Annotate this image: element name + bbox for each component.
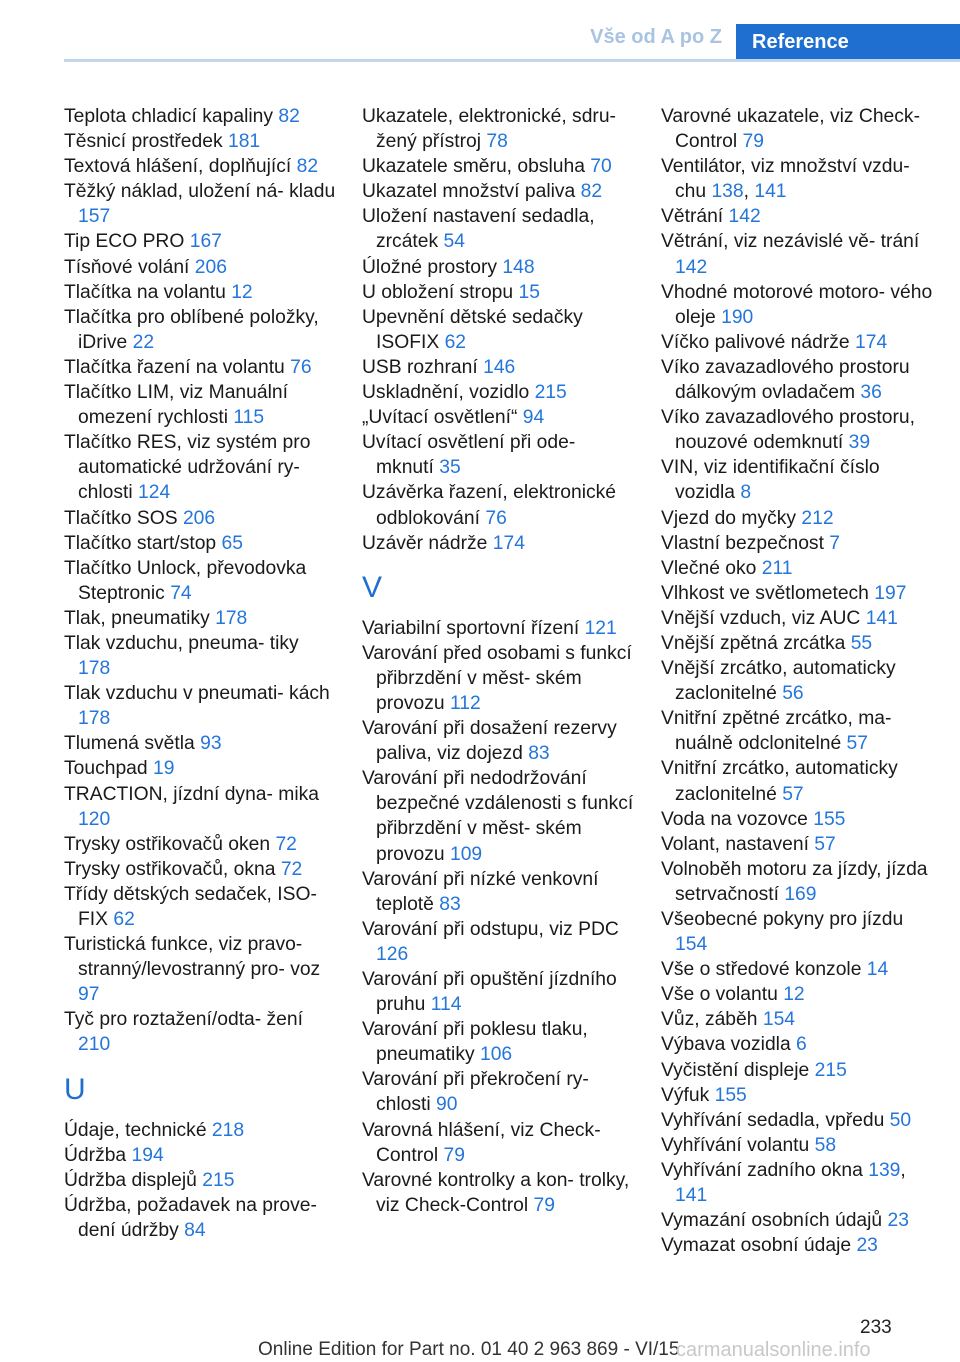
index-entry — [362, 204, 634, 254]
index-entry — [362, 616, 634, 641]
page-reference-link[interactable]: 146 — [483, 356, 516, 378]
index-entry-text: Vnější vzduch, viz AUC — [661, 607, 861, 629]
index-entry-text: Vše o volantu — [661, 984, 778, 1006]
index-entry — [64, 179, 336, 229]
page-reference-link[interactable]: 14 — [866, 959, 889, 981]
index-entry — [661, 1208, 933, 1233]
index-entry — [661, 631, 933, 656]
index-entry-text: Varování před osobami s funkcí přibrzdění v měst‐ ském provozu — [362, 642, 632, 714]
index-entry — [64, 104, 336, 129]
index-entry-text: Varovné ukazatele, viz Check- Control — [661, 106, 920, 153]
index-entry-text: Ukazatele, elektronické, sdru‐ žený přístroj — [362, 106, 616, 153]
page-reference-link[interactable]: 8 — [740, 482, 752, 504]
index-entry-text: Vnější zrcátko, automaticky zaclonitelné — [661, 658, 896, 705]
index-entry — [661, 405, 933, 455]
page-reference-link[interactable]: 82 — [580, 181, 603, 203]
header-section-title: Vše od A po Z — [590, 26, 722, 48]
page-reference-link[interactable]: 215 — [534, 382, 567, 404]
index-entry-text: Tip ECO PRO — [64, 231, 185, 253]
index-letter-heading: U — [64, 1072, 86, 1106]
index-entry-text: Ukazatele směru, obsluha — [362, 156, 585, 178]
index-entry-text: Vlečné oko — [661, 557, 757, 579]
index-entry-text: Uzávěrka řazení, elektronické odblokování — [362, 482, 616, 529]
index-entry — [661, 832, 933, 857]
index-entry-text: „Uvítací osvětlení“ — [362, 407, 518, 429]
index-entry-text: Víčko palivové nádrže — [661, 331, 850, 353]
page-reference-link[interactable]: 157 — [78, 206, 111, 228]
page-reference-link[interactable]: 65 — [221, 532, 243, 554]
index-entry — [362, 305, 634, 355]
index-letter-heading: V — [362, 570, 383, 604]
index-entry — [661, 330, 933, 355]
index-entry-text: Tlak vzduchu v pneumati‐ kách — [64, 683, 330, 705]
index-entry-text: Větrání, viz nezávislé vě‐ trání — [661, 231, 920, 253]
index-entry — [362, 380, 634, 405]
index-entry — [64, 355, 336, 380]
index-entry — [64, 1118, 336, 1143]
index-entry-text: Tlumená světla — [64, 733, 195, 755]
index-entry-text: Víko zavazadlového prostoru, nouzové odemknutí — [661, 407, 916, 454]
page-reference-link[interactable]: 78 — [486, 131, 508, 153]
index-entry-text: Ventilátor, viz množství vzdu‐ chu — [661, 156, 910, 203]
page-reference-link[interactable]: 97 — [78, 984, 100, 1006]
index-entry — [661, 556, 933, 581]
page-reference-link[interactable]: 90 — [436, 1094, 458, 1116]
index-entry — [362, 766, 634, 866]
index-entry-text: Uskladnění, vozidlo — [362, 382, 530, 404]
page-reference-link[interactable]: 19 — [152, 758, 175, 780]
page-reference-link[interactable]: 79 — [533, 1194, 555, 1216]
index-entry-text: Tyč pro roztažení/odta‐ žení — [64, 1009, 303, 1031]
index-entry-text: Těsnicí prostředek — [64, 131, 223, 153]
index-entry-text: Vůz, záběh — [661, 1009, 758, 1031]
page-reference-link[interactable]: 114 — [430, 994, 462, 1016]
index-entry — [362, 867, 634, 917]
page-reference-link[interactable]: 23 — [856, 1235, 878, 1257]
index-entry-text: Teplota chladicí kapaliny — [64, 106, 274, 127]
index-entry — [362, 430, 634, 480]
page-reference-link[interactable]: 178 — [78, 658, 111, 680]
index-entry — [64, 1143, 336, 1168]
index-entry — [64, 681, 336, 731]
index-entry — [64, 1007, 336, 1057]
index-entry-text: Variabilní sportovní řízení — [362, 617, 580, 639]
index-entry — [661, 506, 933, 531]
index-entry — [362, 280, 634, 305]
page-reference-link[interactable]: 211 — [761, 557, 793, 579]
index-entry — [661, 204, 933, 229]
index-entry: Ventilátor, viz množství vzdu‐ chu 138, 141 — [661, 156, 910, 203]
index-entry — [362, 531, 634, 556]
index-entry — [661, 1108, 933, 1133]
index-column-3 — [661, 104, 933, 1258]
index-entry — [661, 355, 933, 405]
index-entry — [661, 1133, 933, 1158]
page-reference-link[interactable]: 121 — [584, 617, 617, 639]
page-reference-link[interactable]: 141 — [865, 607, 898, 629]
page-reference-link[interactable]: 56 — [782, 683, 804, 705]
index-entry-text: Vnější zpětná zrcátka — [661, 632, 846, 654]
page-reference-link[interactable]: 206 — [194, 256, 227, 278]
index-entry — [362, 1067, 634, 1117]
page-reference-link[interactable]: 115 — [233, 407, 265, 429]
page-reference-link[interactable]: 142 — [728, 206, 761, 228]
page-reference-link[interactable]: 178 — [78, 708, 111, 730]
index-entry — [64, 280, 336, 305]
index-entry-text: Tlačítko Unlock, převodovka Steptronic — [64, 557, 307, 604]
page-reference-link[interactable]: 169 — [784, 883, 817, 905]
index-entry — [661, 907, 933, 957]
index-entry — [64, 932, 336, 1007]
page-reference-link[interactable]: 174 — [492, 532, 525, 554]
page-reference-link[interactable]: 141 — [754, 181, 787, 203]
index-entry-text: Vyhřívání sedadla, vpředu — [661, 1109, 885, 1131]
index-entry — [362, 1017, 634, 1067]
page-reference-link[interactable]: 57 — [846, 733, 868, 755]
index-entry — [64, 129, 336, 154]
page-reference-link[interactable]: 84 — [184, 1219, 206, 1241]
index-entry — [661, 1233, 933, 1258]
index-entry-text: Vlhkost ve světlometech — [661, 582, 869, 604]
index-entry-text: Varování při dosažení rezervy paliva, viz dojezd — [362, 718, 617, 765]
index-entry-text: Voda na vozovce — [661, 808, 808, 830]
index-entry-text: Tlak vzduchu, pneuma‐ tiky — [64, 632, 299, 654]
index-entry — [64, 857, 336, 882]
index-entry — [64, 556, 336, 606]
page-reference-link[interactable]: 155 — [813, 808, 846, 830]
index-entry-text: Vnitřní zpětné zrcátko, ma‐ nuálně odclonitelné — [661, 708, 892, 755]
index-entry-text: Uzávěr nádrže — [362, 532, 488, 554]
index-entry-text: Touchpad — [64, 758, 148, 780]
page-reference-link[interactable]: 126 — [376, 943, 409, 965]
index-entry-text: Tlak, pneumatiky — [64, 607, 210, 629]
index-entry — [64, 731, 336, 756]
page-reference-link[interactable]: 94 — [522, 407, 545, 429]
index-entry — [661, 1058, 933, 1083]
page-reference-link[interactable]: 174 — [855, 331, 888, 353]
index-entry-text: Všeobecné pokyny pro jízdu — [661, 909, 904, 930]
index-entry-text: Vjezd do myčky — [661, 507, 797, 529]
index-entry-text: Tísňové volání — [64, 256, 190, 278]
page-reference-link[interactable]: 57 — [782, 783, 804, 805]
page-reference-link[interactable]: 141 — [675, 1185, 708, 1207]
index-entry-text: Těžký náklad, uložení ná‐ kladu — [64, 181, 336, 203]
index-entry-text: Ukazatel množství paliva — [362, 181, 576, 203]
index-entry-text: Varování při opuštění jízdního pruhu — [362, 969, 617, 1016]
page-reference-link[interactable]: 106 — [479, 1044, 513, 1066]
index-entry-text: Upevnění dětské sedačky ISOFIX — [362, 306, 583, 353]
index-entry — [64, 531, 336, 556]
header-tab-reference[interactable]: Reference — [736, 24, 960, 62]
index-entry — [64, 631, 336, 681]
page-reference-link[interactable]: 93 — [200, 733, 222, 755]
index-entry — [362, 405, 634, 430]
page-reference-link[interactable]: 210 — [78, 1034, 111, 1056]
index-entry — [362, 355, 634, 380]
header-divider — [64, 59, 960, 62]
page-reference-link[interactable]: 178 — [215, 607, 248, 629]
index-entry-text: Trysky ostřikovačů oken — [64, 833, 271, 855]
page-reference-link[interactable]: 218 — [211, 1119, 245, 1141]
index-entry — [362, 1118, 634, 1168]
page-reference-link[interactable]: 82 — [296, 156, 319, 178]
index-entry-text: U obložení stropu — [362, 281, 514, 303]
index-entry — [661, 807, 933, 832]
footer-edition: Online Edition for Part no. 01 40 2 963 869 - VI/15 — [258, 1339, 680, 1360]
page-reference-link[interactable]: 62 — [113, 909, 135, 930]
index-entry-text: Textová hlášení, doplňující — [64, 156, 292, 178]
page-reference-link[interactable]: 154 — [762, 1009, 796, 1031]
index-entry-text: Varovná hlášení, viz Check- Control — [362, 1119, 601, 1166]
index-entry — [362, 716, 634, 766]
page-reference-link[interactable]: 74 — [170, 582, 192, 604]
index-entry-text: Třídy dětských sedaček, ISO‐ FIX — [64, 883, 317, 930]
page-number: 233 — [860, 1317, 892, 1338]
index-entry — [64, 1193, 336, 1243]
page-reference-link[interactable]: 206 — [182, 507, 216, 529]
index-entry — [362, 255, 634, 280]
page-reference-link[interactable]: 15 — [518, 281, 540, 303]
index-entry — [661, 606, 933, 631]
index-entry-text: Volant, nastavení — [661, 833, 809, 855]
page-reference-link[interactable]: 12 — [231, 281, 253, 303]
index-entry-text: Vnitřní zrcátko, automaticky zaclonitelné — [661, 758, 898, 805]
index-entry — [661, 1083, 933, 1108]
index-entry-text: Tlačítka na volantu — [64, 281, 226, 303]
page-reference-link[interactable]: 36 — [860, 382, 882, 404]
index-entry — [661, 656, 933, 706]
index-entry — [64, 430, 336, 505]
page-reference-link[interactable]: 54 — [443, 231, 465, 253]
page-reference-link[interactable]: 62 — [444, 331, 467, 353]
index-column-2 — [362, 104, 634, 1218]
page-reference-link[interactable]: 181 — [227, 131, 261, 153]
page-reference-link[interactable]: 70 — [590, 156, 612, 178]
index-entry — [362, 179, 634, 204]
index-entry — [661, 104, 933, 154]
index-entry-text: Trysky ostřikovačů, okna — [64, 858, 276, 880]
index-entry-text: Tlačítko start/stop — [64, 532, 217, 554]
page-reference-link[interactable]: 124 — [138, 482, 171, 504]
index-entry — [362, 967, 634, 1017]
index-entry-text: USB rozhraní — [362, 356, 478, 378]
index-entry — [64, 832, 336, 857]
index-entry-text: Varování při nedodržování bezpečné vzdálenosti s funkcí přibrzdění v měst‐ ském provozu — [362, 768, 634, 865]
index-entry — [64, 756, 336, 781]
index-entry — [64, 1168, 336, 1193]
index-entry — [661, 1007, 933, 1032]
footer-watermark: carmanualsonline.info — [676, 1339, 871, 1361]
index-entry-text: Uvítací osvětlení při ode‐ mknutí — [362, 432, 576, 479]
page-reference-link[interactable]: 142 — [675, 256, 708, 278]
page-reference-link[interactable]: 76 — [485, 507, 507, 529]
index-entry — [362, 641, 634, 716]
page-reference-link[interactable]: 12 — [783, 984, 805, 1006]
index-entry — [362, 154, 634, 179]
page-reference-link[interactable]: 76 — [290, 356, 312, 378]
index-entry: Vyhřívání zadního okna 139, 141 — [661, 1159, 906, 1207]
index-entry — [661, 982, 933, 1007]
index-entry-text: Vše o středové konzole — [661, 959, 862, 981]
page-reference-link[interactable]: 55 — [850, 632, 873, 654]
index-entry-text: Vyhřívání volantu — [661, 1134, 810, 1156]
page-reference-link[interactable]: 22 — [132, 331, 155, 353]
page-reference-link[interactable]: 72 — [275, 833, 297, 855]
index-entry — [64, 255, 336, 280]
index-entry — [362, 1168, 634, 1218]
page-reference-link[interactable]: 39 — [848, 432, 871, 454]
index-entry-text: Vymazání osobních údajů — [661, 1210, 883, 1232]
index-entry — [661, 706, 933, 756]
page-reference-link[interactable]: 83 — [439, 893, 461, 915]
index-entry-text: Výfuk — [661, 1084, 710, 1106]
index-entry-text: Tlačítko LIM, viz Manuální omezení rychlosti — [64, 382, 288, 429]
page-reference-link[interactable]: 112 — [449, 692, 481, 714]
index-entry-text: TRACTION, jízdní dyna‐ mika — [64, 783, 319, 805]
index-entry — [661, 531, 933, 556]
page-reference-link[interactable]: 167 — [189, 231, 222, 253]
index-entry-text: Varování při poklesu tlaku, pneumatiky — [362, 1019, 588, 1066]
index-entry — [64, 229, 336, 254]
page-reference-link[interactable]: 82 — [278, 106, 300, 127]
page-reference-link[interactable]: 50 — [889, 1109, 912, 1131]
index-entry-text: Varování při odstupu, viz PDC — [362, 918, 619, 940]
index-entry-text: Tlačítko RES, viz systém pro automatické udržování ry‐ chlosti — [64, 432, 311, 504]
index-entry — [64, 305, 336, 355]
index-entry-text: Údaje, technické — [64, 1119, 207, 1141]
page-reference-link[interactable]: 194 — [131, 1144, 164, 1166]
index-entry — [64, 506, 336, 531]
index-entry-text: Varování při nízké venkovní teplotě — [362, 868, 599, 915]
index-entry — [64, 606, 336, 631]
page-reference-link[interactable]: 155 — [714, 1084, 747, 1106]
index-entry-text: Vymazat osobní údaje — [661, 1235, 852, 1257]
index-entry-text: Údržba, požadavek na prove‐ dení údržby — [64, 1194, 317, 1241]
page-reference-link[interactable]: 215 — [202, 1169, 235, 1191]
page-reference-link[interactable]: 148 — [502, 256, 535, 278]
index-entry-text: Vhodné motorové motoro‐ vého oleje — [661, 281, 933, 328]
page-reference-link[interactable]: 72 — [280, 858, 303, 880]
index-entry-text: Větrání — [661, 206, 724, 228]
index-entry — [362, 917, 634, 967]
page-reference-link[interactable]: 120 — [78, 808, 111, 830]
index-column-1 — [64, 104, 336, 1243]
index-entry — [661, 229, 933, 279]
index-entry-text: Vlastní bezpečnost — [661, 532, 824, 554]
index-entry — [64, 782, 336, 832]
page-reference-link[interactable]: 154 — [675, 934, 708, 956]
page-reference-link[interactable]: 79 — [742, 131, 764, 153]
index-entry — [661, 581, 933, 606]
page-reference-link[interactable]: 35 — [439, 457, 461, 479]
index-entry-text: VIN, viz identifikační číslo vozidla — [661, 457, 880, 504]
index-entry-text: Varovné kontrolky a kon‐ trolky, viz Check-Control — [362, 1169, 630, 1216]
index-entry-text: Úložné prostory — [362, 256, 498, 278]
index-entry-text: Uložení nastavení sedadla, zrcátek — [362, 206, 595, 253]
page-reference-link[interactable]: 58 — [814, 1134, 837, 1156]
index-entry-text: Údržba displejů — [64, 1169, 197, 1191]
index-entry — [661, 1032, 933, 1057]
index-entry — [661, 455, 933, 505]
page-reference-link[interactable]: 138 — [711, 181, 744, 203]
index-entry-text: Tlačítka pro oblíbené položky, iDrive — [64, 306, 319, 353]
index-entry — [661, 957, 933, 982]
index-entry-text: Tlačítko SOS — [64, 507, 178, 529]
page-reference-link[interactable]: 57 — [814, 833, 836, 855]
page-reference-link[interactable]: 139 — [868, 1159, 901, 1181]
page-reference-link[interactable]: 212 — [801, 507, 834, 529]
page-reference-link[interactable]: 7 — [829, 532, 841, 554]
page-reference-link[interactable]: 6 — [796, 1034, 807, 1056]
page-reference-link[interactable]: 83 — [528, 743, 550, 765]
page-reference-link[interactable]: 79 — [443, 1144, 465, 1166]
index-entry-text: Výbava vozidla — [661, 1034, 791, 1056]
page-reference-link[interactable]: 109 — [449, 843, 483, 865]
index-entry-text: Tlačítka řazení na volantu — [64, 356, 285, 378]
index-entry — [362, 480, 634, 530]
page-reference-link[interactable]: 23 — [887, 1210, 909, 1232]
page-reference-link[interactable]: 190 — [721, 306, 754, 328]
index-entry — [661, 857, 933, 907]
index-entry-text: Údržba — [64, 1144, 127, 1166]
index-entry-text: Turistická funkce, viz pravo‐ stranný/levostranný pro‐ voz — [64, 934, 321, 981]
index-entry-text: Vyhřívání zadního okna — [661, 1159, 863, 1181]
index-entry — [661, 280, 933, 330]
index-entry — [64, 380, 336, 430]
index-entry-text: Volnoběh motoru za jízdy, jízda setrvačností — [661, 858, 928, 905]
index-entry — [362, 104, 634, 154]
page-reference-link[interactable]: 197 — [874, 582, 907, 604]
index-entry-text: Vyčistění displeje — [661, 1059, 810, 1081]
index-entry — [64, 882, 336, 932]
index-entry-text: Varování při překročení ry‐ chlosti — [362, 1069, 589, 1116]
index-entry — [661, 756, 933, 806]
page-reference-link[interactable]: 215 — [814, 1059, 847, 1081]
index-entry — [64, 154, 336, 179]
index-entry-text: Víko zavazadlového prostoru dálkovým ovladačem — [661, 356, 910, 404]
